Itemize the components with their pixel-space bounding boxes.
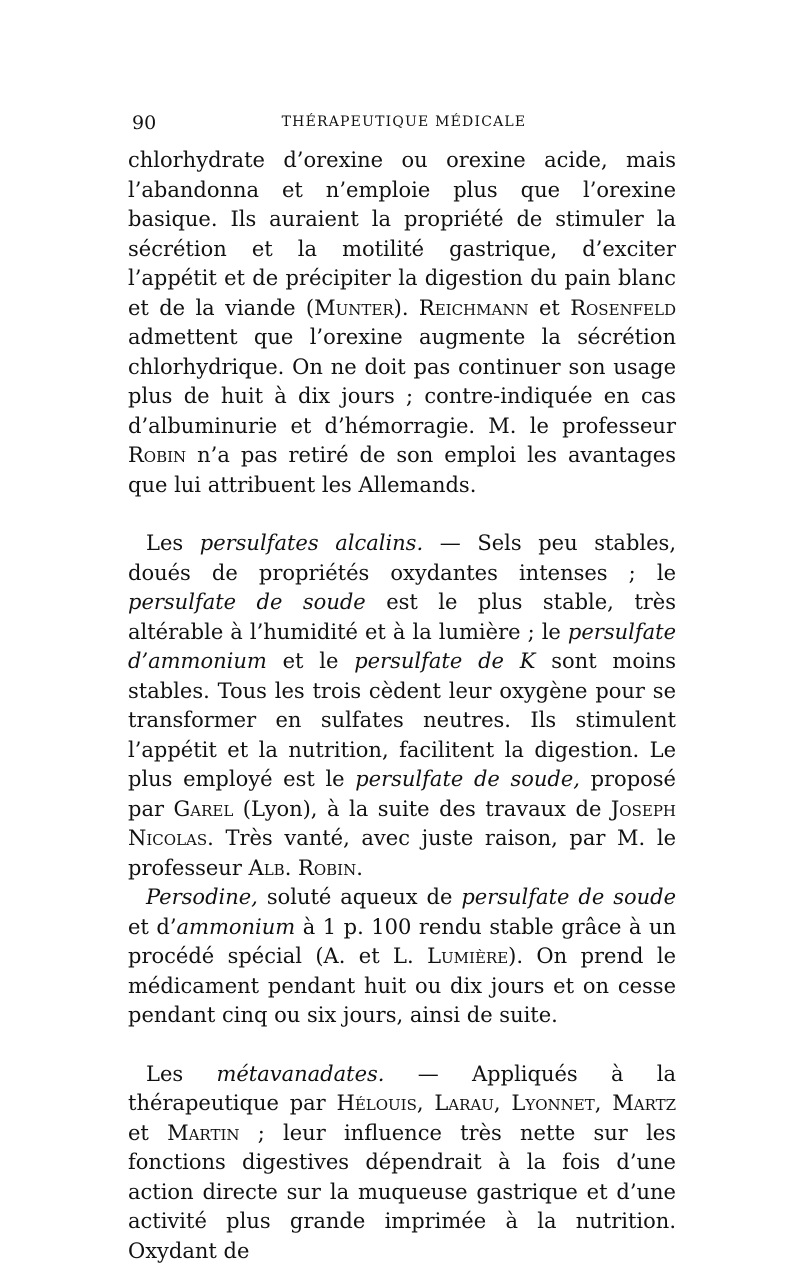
author-name: Lyonnet <box>511 1091 594 1115</box>
italic-term: ammonium <box>177 915 296 939</box>
page-number: 90 <box>132 112 156 134</box>
text-run: Les <box>146 1062 216 1086</box>
text-run: , <box>494 1091 511 1115</box>
author-name: Reichmann <box>419 296 529 320</box>
body-text <box>128 146 676 1266</box>
text-run: , <box>417 1091 434 1115</box>
text-run: à 1 p. 100 rendu stable grâce à un procédé spécial (A. et L. <box>128 915 676 969</box>
italic-term: persulfate de soude <box>461 885 676 909</box>
author-name: Garel <box>174 797 234 821</box>
paragraph-persulfates <box>128 529 676 883</box>
text-run: et <box>128 1121 167 1145</box>
text-run: — Sels peu stables, doués de propriétés oxydantes intenses ; le <box>128 531 676 585</box>
text-run: est le plus stable, très altérable à l’humidité et à la lumière ; le <box>128 590 676 644</box>
author-name: Martz <box>612 1091 676 1115</box>
author-name: Munter <box>314 296 394 320</box>
text-run: et <box>529 296 571 320</box>
text-run: ). <box>394 296 419 320</box>
text-run: n’a pas retiré de son emploi les avantages que lui attribuent les Allemands. <box>128 443 676 497</box>
page-header <box>132 112 676 140</box>
author-name: Lumière <box>427 944 508 968</box>
italic-term: Persodine, <box>146 885 258 909</box>
text-run: , <box>595 1091 612 1115</box>
author-name: Robin <box>128 443 186 467</box>
running-title: THÉRAPEUTIQUE MÉDICALE <box>132 114 676 130</box>
author-name: Larau <box>434 1091 494 1115</box>
text-run: ). On prend le médicament pendant huit ou dix jours et on cesse pendant cinq ou six jours, ainsi de suite. <box>128 944 676 1027</box>
text-run: proposé par <box>128 767 676 821</box>
paragraph-metavanadates <box>128 1060 676 1266</box>
text-run: admettent que l’orexine augmente la sécrétion chlorhydrique. On ne doit pas continuer son usage plus de huit à dix jours ; contre-indiquée en cas d’albuminurie et d’hémorragie. M. le professeur <box>128 325 676 438</box>
author-name: Alb. Robin <box>249 856 357 880</box>
author-name: Joseph Nicolas <box>128 797 676 851</box>
text-run: soluté aqueux de <box>258 885 461 909</box>
paragraph-persodine <box>128 883 676 1031</box>
author-name: Rosenfeld <box>570 296 676 320</box>
text-run: et d’ <box>128 915 177 939</box>
italic-term: persulfate de K <box>354 649 535 673</box>
text-run: sont moins stables. Tous les trois cèdent leur oxygène pour se transformer en sulfates neutres. Ils stimulent l’appétit et la nutrition, facilitent la digestion. Le plus employé est le <box>128 649 676 791</box>
author-name: Hélouis <box>337 1091 417 1115</box>
text-run: chlorhydrate d’orexine ou orexine acide, mais l’abandonna et n’emploie plus que l’orexine basique. Ils auraient la propriété de stimuler la sécrétion et la motilité gastrique, d’exciter l’appétit et de précipiter la digestion du pain blanc et de la viande ( <box>128 148 676 320</box>
text-run: Les <box>146 531 200 555</box>
text-run: (Lyon), à la suite des travaux de <box>233 797 611 821</box>
italic-term: persulfate de soude <box>128 590 366 614</box>
italic-term: persulfate de soude, <box>355 767 580 791</box>
text-run: et le <box>267 649 354 673</box>
text-run: — Appliqués à la thérapeutique par <box>128 1062 676 1116</box>
author-name: Martin <box>167 1121 239 1145</box>
section-term: persulfates alcalins. <box>200 531 423 555</box>
paragraph-orexine <box>128 146 676 500</box>
text-run: . Très vanté, avec juste raison, par M. le professeur <box>128 826 676 880</box>
text-run: ; leur influence très nette sur les fonctions digestives dépendrait à la fois d’une action directe sur la muqueuse gastrique et d’une activité plus grande imprimée à la nutrition. Oxydant de <box>128 1121 676 1263</box>
text-run: . <box>356 856 363 880</box>
italic-term: persulfate d’ammonium <box>128 620 676 674</box>
section-term: métavanadates. <box>216 1062 384 1086</box>
